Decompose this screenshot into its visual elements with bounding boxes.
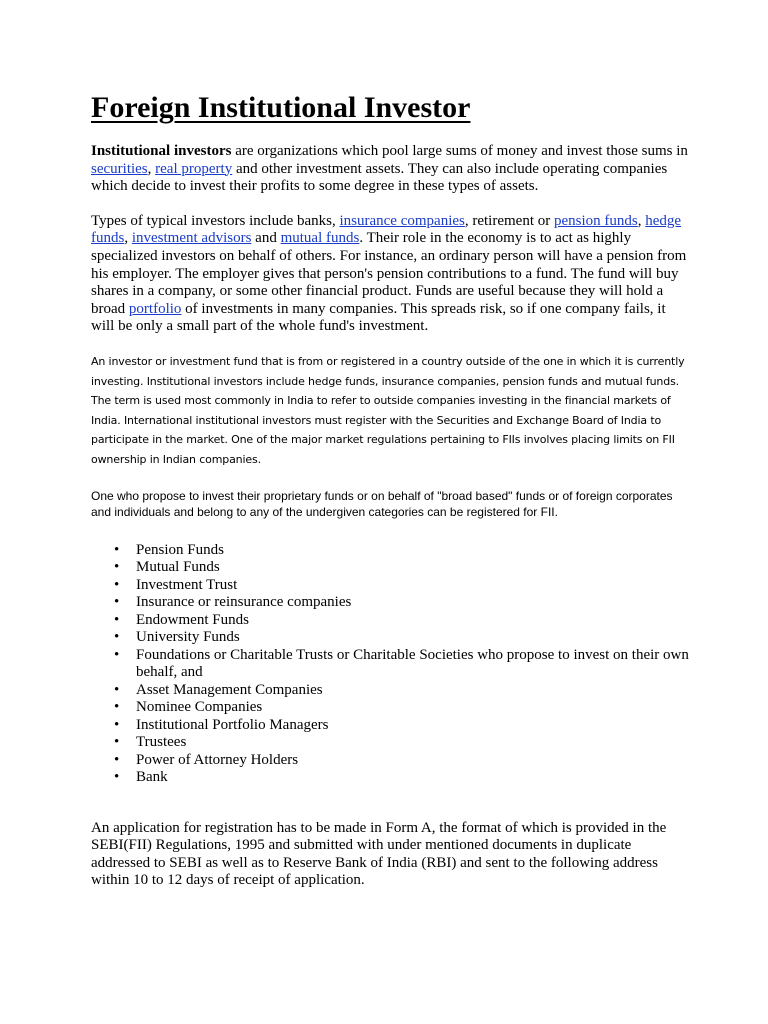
list-item xyxy=(114,594,691,612)
link-mutual-funds[interactable]: mutual funds xyxy=(280,230,360,247)
definition-text: An investor or investment fund that is from or registered in a country outside of the one in which it is currently investing. Institutional investors include hedge funds, insurance companies, pension funds and mutual funds. xyxy=(91,354,685,388)
list-item xyxy=(114,576,691,595)
bullet-icon: • xyxy=(114,541,120,558)
eligibility-intro: One who propose to invest their proprietary funds or on behalf of "broad based" funds or of foreign corporates and individuals and belong to any of the undergiven categories can be registered for FII. xyxy=(91,488,673,519)
link-insurance-companies[interactable]: insurance companies xyxy=(339,212,465,229)
bullet-icon: • xyxy=(114,559,120,575)
list-item-label: Institutional Portfolio Managers xyxy=(136,716,329,733)
bold-term: Institutional investors xyxy=(91,143,232,159)
list-item xyxy=(114,769,691,787)
bullet-icon: • xyxy=(114,646,120,663)
list-item-label: Foundations or Charitable Trusts or Charitable Societies who propose to invest on their own behalf, and xyxy=(136,646,689,680)
link-hedge-funds[interactable]: hedge funds xyxy=(91,212,682,247)
list-item-label: Pension Funds xyxy=(136,541,224,558)
list-item-label: Mutual Funds xyxy=(136,559,220,575)
link-real-property[interactable]: real property xyxy=(155,160,233,177)
bullet-icon: • xyxy=(114,734,120,750)
list-item-label: Asset Management Companies xyxy=(136,681,323,698)
list-item xyxy=(114,559,691,577)
list-item-label: Power of Attorney Holders xyxy=(136,751,299,768)
bullet-icon: • xyxy=(114,594,120,610)
list-item-label: Trustees xyxy=(136,734,187,750)
list-item-label: University Funds xyxy=(136,629,240,645)
list-item xyxy=(114,699,691,717)
bullet-icon: • xyxy=(114,629,120,645)
bullet-icon: • xyxy=(114,681,120,698)
link-portfolio[interactable]: portfolio xyxy=(128,300,182,317)
list-item xyxy=(114,611,691,630)
link-investment-advisors[interactable]: investment advisors xyxy=(131,230,252,247)
bullet-icon: • xyxy=(114,611,120,628)
bullet-icon: • xyxy=(114,699,120,715)
link-pension-funds[interactable]: pension funds xyxy=(554,212,638,229)
application-paragraph: An application for registration has to be made in Form A, the format of which is provided in the SEBI(FII) Regulations, 1995 and submitted with under mentioned documents in duplicate addressed to SEBI as well as to Reserve Bank of India (RBI) and sent to the following address within 10 to 12 days of receipt of application. xyxy=(91,819,667,889)
india-usage-text: The term is used most commonly in India to refer to outside companies investing in the financial markets of India. International institutional investors must register with the Securities and Exchange Board of India to participate in the market. One of the major market regulations pertaining to FIIs involves placing limits on FII ownership in Indian companies. xyxy=(91,394,675,466)
fii-definition xyxy=(91,352,691,470)
list-item xyxy=(114,629,691,647)
bullet-icon: • xyxy=(114,751,120,768)
list-item xyxy=(114,681,691,700)
list-item xyxy=(114,751,691,770)
bullet-icon: • xyxy=(114,769,120,785)
eligible-categories-list xyxy=(91,542,691,787)
link-securities[interactable]: securities xyxy=(91,160,148,177)
list-item-label: Nominee Companies xyxy=(136,699,263,715)
investor-types-paragraph: Types of typical investors include banks, insurance companies, retirement or pension funds, hedge funds, investment advisors and mutual funds. Their role in the economy is to act as highly specialized investors on behalf of others. For instance, an ordinary person will have a pension from his employer. The employer gives that person's pension contributions to a fund. The fund will buy shares in a company, or some other financial product. Funds are useful because they will hold a broad portfolio of investments in many companies. This spreads risk, so if one company fails, it will be only a small part of the whole fund's investment. xyxy=(91,212,687,335)
list-item xyxy=(114,646,691,682)
bullet-icon: • xyxy=(114,576,120,593)
list-item-label: Investment Trust xyxy=(136,576,238,593)
page-title: Foreign Institutional Investor xyxy=(91,91,471,124)
bullet-icon: • xyxy=(114,716,120,733)
list-item xyxy=(114,716,691,735)
list-item-label: Endowment Funds xyxy=(136,611,249,628)
list-item xyxy=(114,541,691,560)
list-item-label: Bank xyxy=(136,769,168,785)
document-page xyxy=(91,90,691,890)
list-item-label: Insurance or reinsurance companies xyxy=(136,594,352,610)
list-item xyxy=(114,734,691,752)
intro-paragraph: Institutional investors are organizations which pool large sums of money and invest those sums in securities, real property and other investment assets. They can also include operating companies which decide to invest their profits to some degree in these types of assets. xyxy=(91,143,688,195)
